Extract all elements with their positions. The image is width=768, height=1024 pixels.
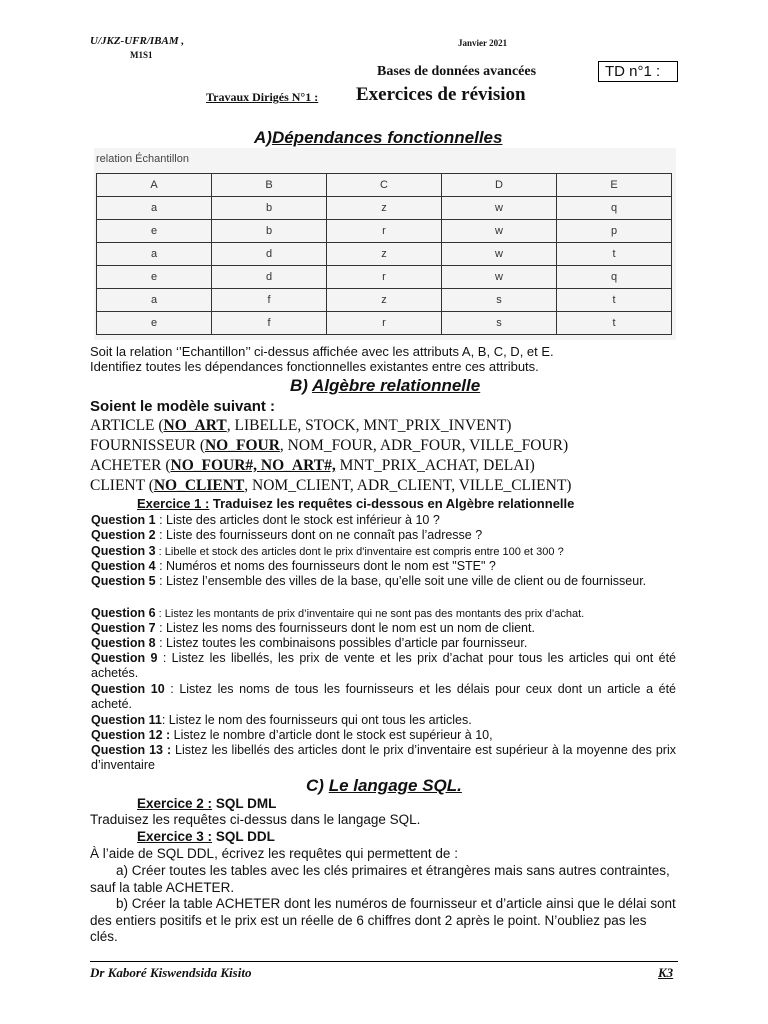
table-cell: t — [557, 289, 672, 312]
exercise-2-title: SQL DML — [212, 796, 277, 811]
schema-name: FOURNISSEUR ( — [90, 437, 205, 454]
table-cell: p — [557, 220, 672, 243]
question-label: Question 5 — [91, 574, 156, 588]
section-c-title — [306, 776, 462, 796]
exercise-2-text: Traduisez les requêtes ci-dessus dans le langage SQL. — [90, 812, 421, 827]
question-item — [91, 621, 676, 636]
exercise-1-label: Exercice 1 : — [137, 496, 210, 511]
td-label: Travaux Dirigés N°1 : — [206, 90, 319, 104]
table-cell: w — [442, 266, 557, 289]
table-cell: s — [442, 289, 557, 312]
exercise-3-item-a: a) Créer toutes les tables avec les clés primaires et étrangères mais sans autres contraintes, sauf la table ACHETER. — [90, 863, 670, 895]
relation-name: relation Échantillon — [96, 153, 189, 165]
schema-attributes: , NOM_CLIENT, ADR_CLIENT, VILLE_CLIENT) — [244, 477, 572, 494]
section-c-prefix: C) — [306, 776, 324, 795]
section-a-paragraph-line2: Identifiez toutes les dépendances fonctionnelles existantes entre ces attributs. — [90, 359, 539, 374]
table-cell: d — [212, 243, 327, 266]
question-text: : Listez les montants de prix d’inventaire qui ne sont pas des montants des prix d’achat. — [155, 608, 585, 620]
schema-key: NO_FOUR#, NO_ART#, — [170, 457, 336, 474]
table-cell: a — [97, 289, 212, 312]
exercise-3-label: Exercice 3 : — [137, 829, 213, 844]
question-item — [91, 682, 676, 713]
table-cell: a — [97, 197, 212, 220]
table-cell: f — [212, 312, 327, 335]
schema-acheter — [90, 457, 535, 475]
table-cell: w — [442, 243, 557, 266]
table-header-cell: B — [212, 174, 327, 197]
question-item — [91, 513, 676, 528]
table-cell: t — [557, 312, 672, 335]
table-cell: r — [327, 220, 442, 243]
course-title: Bases de données avancées — [377, 64, 537, 79]
schema-article — [90, 417, 511, 435]
table-cell: q — [557, 197, 672, 220]
question-label: Question 9 — [91, 651, 158, 665]
schema-name: CLIENT ( — [90, 477, 154, 494]
question-label: Question 8 — [91, 636, 156, 650]
schema-attributes: , NOM_FOUR, ADR_FOUR, VILLE_FOUR) — [279, 437, 569, 454]
section-b-heading: Algèbre relationnelle — [312, 376, 481, 395]
question-text: : Listez les noms de tous les fournisseurs et les délais pour ceux dont un article a été acheté. — [91, 682, 677, 712]
table-header-row — [97, 174, 672, 197]
table-cell: w — [442, 220, 557, 243]
exercise-1-text: Traduisez les requêtes ci-dessous en Algèbre relationnelle — [209, 496, 575, 511]
question-label: Question 10 — [91, 682, 165, 696]
question-text: : Numéros et noms des fournisseurs dont le nom est "STE" ? — [155, 559, 496, 573]
schema-key: NO_FOUR — [204, 437, 280, 454]
exercise-3-title: SQL DDL — [212, 829, 275, 844]
section-a-heading: Dépendances fonctionnelles — [271, 128, 503, 147]
table-cell: r — [327, 312, 442, 335]
table-cell: s — [442, 312, 557, 335]
question-text: : Listez les libellés, les prix de vente et les prix d’achat pour tous les articles qui ont été achetés. — [91, 651, 677, 681]
question-item — [91, 636, 676, 651]
table-cell: t — [557, 243, 672, 266]
question-item — [91, 574, 676, 589]
schema-key: NO_ART — [163, 417, 227, 434]
td-number-box: TD n°1 : — [598, 61, 678, 82]
table-cell: e — [97, 220, 212, 243]
question-item — [91, 559, 676, 574]
question-text: : Listez le nom des fournisseurs qui ont tous les articles. — [161, 713, 472, 727]
table-header-cell: E — [557, 174, 672, 197]
table-row — [97, 243, 672, 266]
question-item — [91, 728, 676, 743]
footer-code: K3 — [658, 965, 674, 980]
schema-attributes: MNT_PRIX_ACHAT, DELAI) — [335, 457, 535, 474]
table-cell: b — [212, 197, 327, 220]
table-row — [97, 289, 672, 312]
table-cell: q — [557, 266, 672, 289]
table-cell: b — [212, 220, 327, 243]
question-text: : Liste des fournisseurs dont on ne connaît pas l’adresse ? — [155, 528, 483, 542]
table-cell: e — [97, 312, 212, 335]
schema-attributes: , LIBELLE, STOCK, MNT_PRIX_INVENT) — [226, 417, 512, 434]
section-b-prefix: B) — [290, 376, 308, 395]
footer-divider — [90, 961, 678, 962]
question-label: Question 3 — [91, 544, 156, 558]
table-header-cell: D — [442, 174, 557, 197]
question-label: Question 6 — [91, 606, 156, 620]
td-title: Exercices de révision — [356, 84, 526, 105]
exercise-3-item-b: b) Créer la table ACHETER dont les numéros de fournisseur et d’article ainsi que le délai sont des entiers positifs et le prix est un réelle de 6 chiffres dont 2 après le point. N’oubliez pas les clés. — [90, 896, 676, 944]
section-a-prefix: A) — [254, 128, 272, 147]
table-cell: d — [212, 266, 327, 289]
table-row — [97, 266, 672, 289]
question-item — [91, 544, 676, 560]
table-cell: a — [97, 243, 212, 266]
footer-author: Dr Kaboré Kiswendsida Kisito — [90, 965, 252, 980]
table-row — [97, 197, 672, 220]
table-row — [97, 220, 672, 243]
question-item — [91, 713, 676, 728]
section-a-paragraph-line1: Soit la relation ‘’Echantillon’’ ci-dessus affichée avec les attributs A, B, C, D, et E. — [90, 344, 554, 359]
question-label: Question 2 — [91, 528, 156, 542]
table-cell: z — [327, 243, 442, 266]
question-label: Question 1 — [91, 513, 156, 527]
exercise-2-label: Exercice 2 : — [137, 796, 213, 811]
table-header-cell: C — [327, 174, 442, 197]
schema-fournisseur — [90, 437, 568, 455]
exercise-2-heading — [137, 796, 276, 811]
date-label: Janvier 2021 — [458, 38, 508, 48]
section-b-title — [290, 376, 480, 396]
institution-label: U/JKZ-UFR/IBAM , — [90, 35, 185, 47]
question-item — [91, 651, 676, 682]
table-cell: w — [442, 197, 557, 220]
question-text: : Liste des articles dont le stock est inférieur à 10 ? — [155, 513, 440, 527]
table-row — [97, 312, 672, 335]
exercise-3-intro: À l’aide de SQL DDL, écrivez les requêtes qui permettent de : — [90, 846, 458, 861]
schema-name: ACHETER ( — [90, 457, 171, 474]
schema-key: NO_CLIENT — [153, 477, 245, 494]
question-label: Question 4 — [91, 559, 156, 573]
question-text: : Listez toutes les combinaisons possibles d’article par fournisseur. — [155, 636, 528, 650]
relation-table — [96, 173, 672, 335]
question-text: : Libelle et stock des articles dont le prix d'inventaire est compris entre 100 et 300 ? — [155, 546, 564, 558]
table-cell: f — [212, 289, 327, 312]
question-text: : Listez les noms des fournisseurs dont le nom est un nom de client. — [155, 621, 535, 635]
section-a-title — [254, 128, 502, 148]
question-text: Listez les libellés des articles dont le prix d’inventaire est supérieur à la moyenne des prix d’inventaire — [91, 743, 676, 773]
question-text: Listez le nombre d’article dont le stock est supérieur à 10, — [170, 728, 493, 742]
question-label: Question 13 : — [91, 743, 172, 757]
question-label: Question 11 — [91, 713, 162, 727]
exercise-1-heading — [137, 496, 574, 511]
question-label: Question 7 — [91, 621, 156, 635]
question-item — [91, 528, 676, 543]
table-cell: z — [327, 197, 442, 220]
table-cell: e — [97, 266, 212, 289]
model-intro: Soient le modèle suivant : — [90, 398, 276, 415]
table-cell: r — [327, 266, 442, 289]
level-label: M1S1 — [130, 50, 153, 60]
exercise-3-heading — [137, 829, 275, 844]
table-cell: z — [327, 289, 442, 312]
question-item — [91, 743, 676, 774]
schema-client — [90, 477, 571, 495]
schema-name: ARTICLE ( — [90, 417, 164, 434]
question-label: Question 12 : — [91, 728, 171, 742]
section-c-heading: Le langage SQL. — [328, 776, 462, 795]
question-item — [91, 606, 676, 622]
table-header-cell: A — [97, 174, 212, 197]
question-text: : Listez l’ensemble des villes de la base, qu’elle soit une ville de client ou de fournisseur. — [155, 574, 647, 588]
